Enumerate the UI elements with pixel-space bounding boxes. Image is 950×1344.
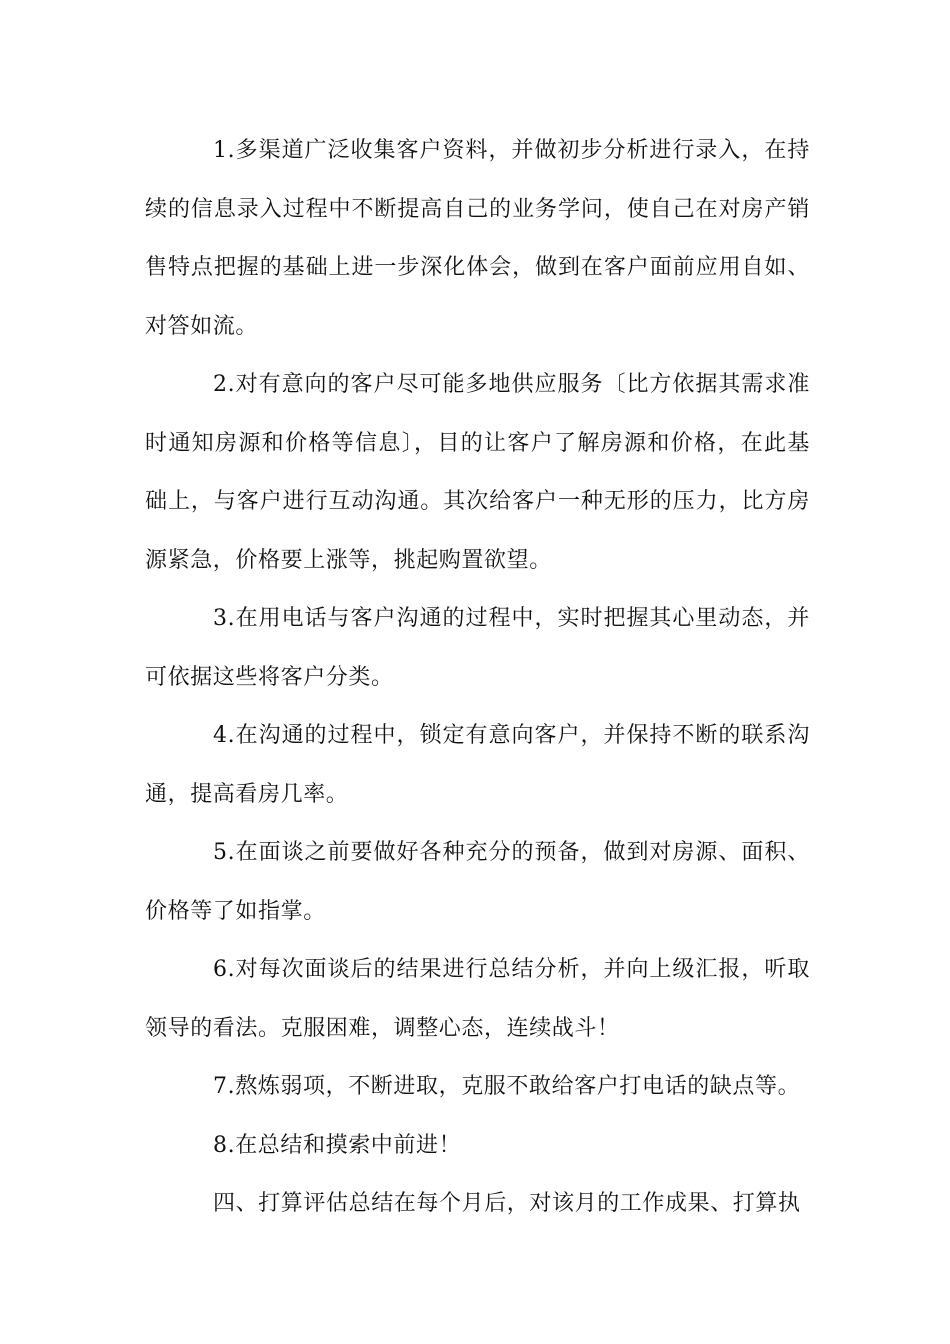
paragraph-7: 7.熬炼弱项，不断进取，克服不敢给客户打电话的缺点等。 — [213, 1074, 801, 1099]
paragraph-3: 3.在用电话与客户沟通的过程中，实时把握其心里动态，并可依据这些将客户分类。 — [145, 606, 810, 690]
paragraph-5: 5.在面谈之前要做好各种充分的预备，做到对房源、面积、价格等了如指掌。 — [145, 840, 810, 924]
paragraph-8: 8.在总结和摸索中前进！ — [213, 1132, 462, 1158]
paragraph-4: 4.在沟通的过程中，锁定有意向客户，并保持不断的联系沟通，提高看房几率。 — [145, 723, 810, 807]
paragraph-6: 6.对每次面谈后的结果进行总结分析，并向上级汇报，听取领导的看法。克服困难，调整心态，连续战斗！ — [145, 957, 810, 1041]
paragraph-section-4: 四、打算评估总结在每个月后，对该月的工作成果、打算执 — [213, 1191, 801, 1216]
paragraph-1: 1.多渠道广泛收集客户资料，并做初步分析进行录入，在持续的信息录入过程中不断提高自己的业务学问，使自己在对房产销售特点把握的基础上进一步深化体会，做到在客户面前应用自如、对答如流。 — [145, 138, 810, 339]
paragraph-2: 2.对有意向的客户尽可能多地供应服务〔比方依据其需求准时通知房源和价格等信息〕，目的让客户了解房源和价格，在此基础上，与客户进行互动沟通。其次给客户一种无形的压力，比方房源紧急，价格要上涨等，挑起购置欲望。 — [145, 372, 810, 573]
document-body — [145, 122, 810, 1234]
